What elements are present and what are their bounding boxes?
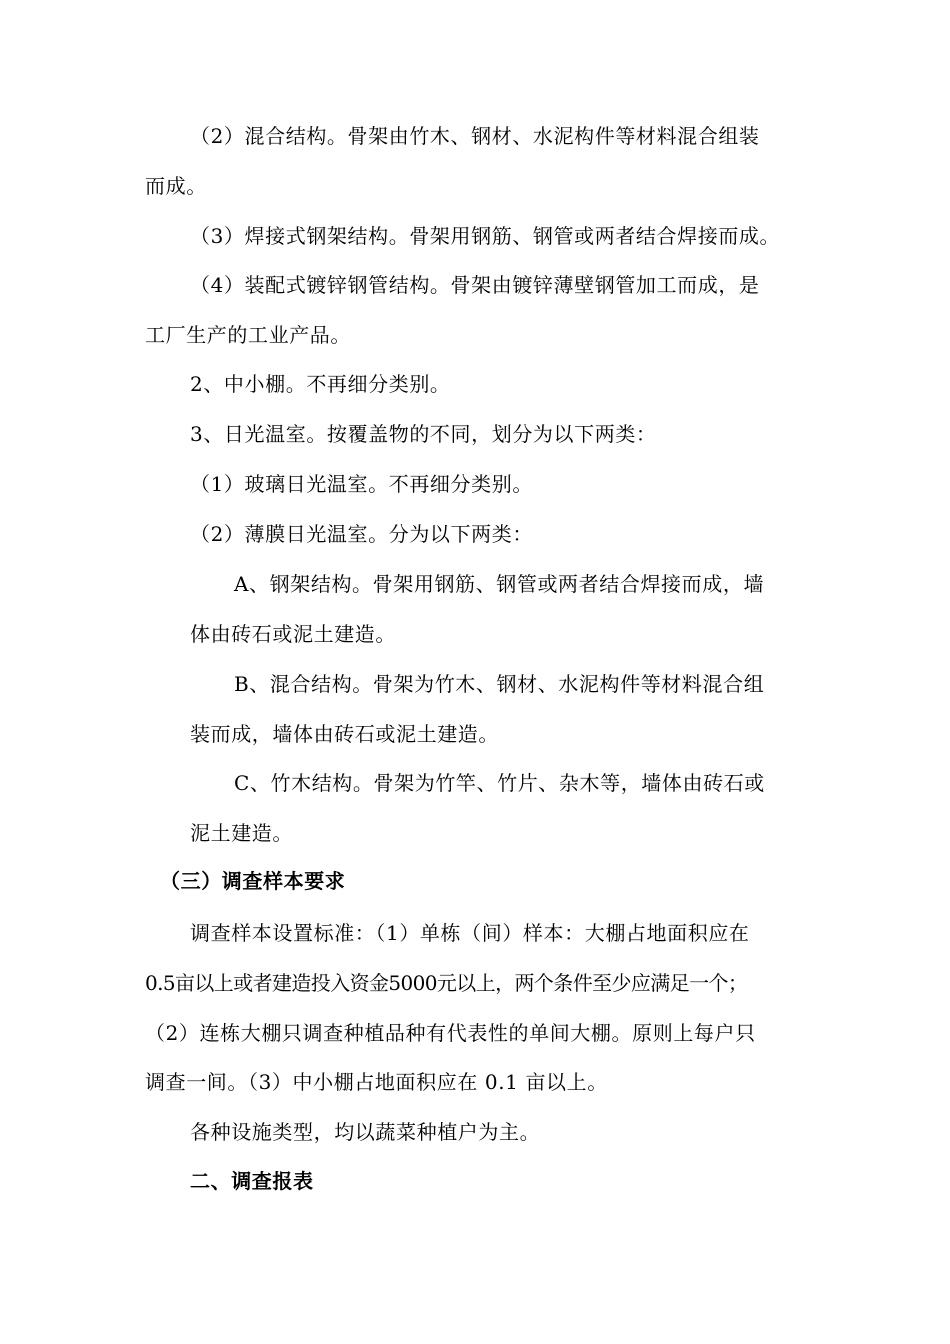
text-line: 0.5亩以上或者建造投入资金5000元以上，两个条件至少应满足一个； xyxy=(145,971,748,995)
text-line: A、钢架结构。骨架用钢筋、钢管或两者结合焊接而成，墙 xyxy=(234,572,765,596)
section-heading: 二、调查报表 xyxy=(190,1169,314,1193)
text-line: （4）装配式镀锌钢管结构。骨架由镀锌薄壁钢管加工而成，是 xyxy=(190,273,760,297)
text-line: C、竹木结构。骨架为竹竿、竹片、杂木等，墙体由砖石或 xyxy=(234,771,765,795)
text-line: 调查一间。（3）中小棚占地面积应在 0.1 亩以上。 xyxy=(145,1070,608,1094)
text-line: （2）混合结构。骨架由竹木、钢材、水泥构件等材料混合组装 xyxy=(190,124,760,148)
section-heading: （三）调查样本要求 xyxy=(160,869,346,893)
text-line: 各种设施类型，均以蔬菜种植户为主。 xyxy=(190,1120,541,1144)
text-line: 2、中小棚。不再细分类别。 xyxy=(190,372,451,396)
text-line: B、混合结构。骨架为竹木、钢材、水泥构件等材料混合组 xyxy=(234,672,765,696)
text-line: 而成。 xyxy=(145,174,207,198)
text-line: 工厂生产的工业产品。 xyxy=(145,323,351,347)
text-line: 泥土建造。 xyxy=(190,821,293,845)
text-line: （3）焊接式钢架结构。骨架用钢筋、钢管或两者结合焊接而成。 xyxy=(190,224,781,248)
text-line: 装而成，墙体由砖石或泥土建造。 xyxy=(190,722,499,746)
text-line: 调查样本设置标准：（1）单栋（间）样本：大棚占地面积应在 xyxy=(190,921,750,945)
text-line: （1）玻璃日光温室。不再细分类别。 xyxy=(190,472,533,496)
text-line: 体由砖石或泥土建造。 xyxy=(190,622,396,646)
text-line: 3、日光温室。按覆盖物的不同，划分为以下两类： xyxy=(190,422,657,446)
text-line: （2）连栋大棚只调查种植品种有代表性的单间大棚。原则上每户只 xyxy=(145,1021,756,1045)
text-line: （2）薄膜日光温室。分为以下两类： xyxy=(190,522,533,546)
